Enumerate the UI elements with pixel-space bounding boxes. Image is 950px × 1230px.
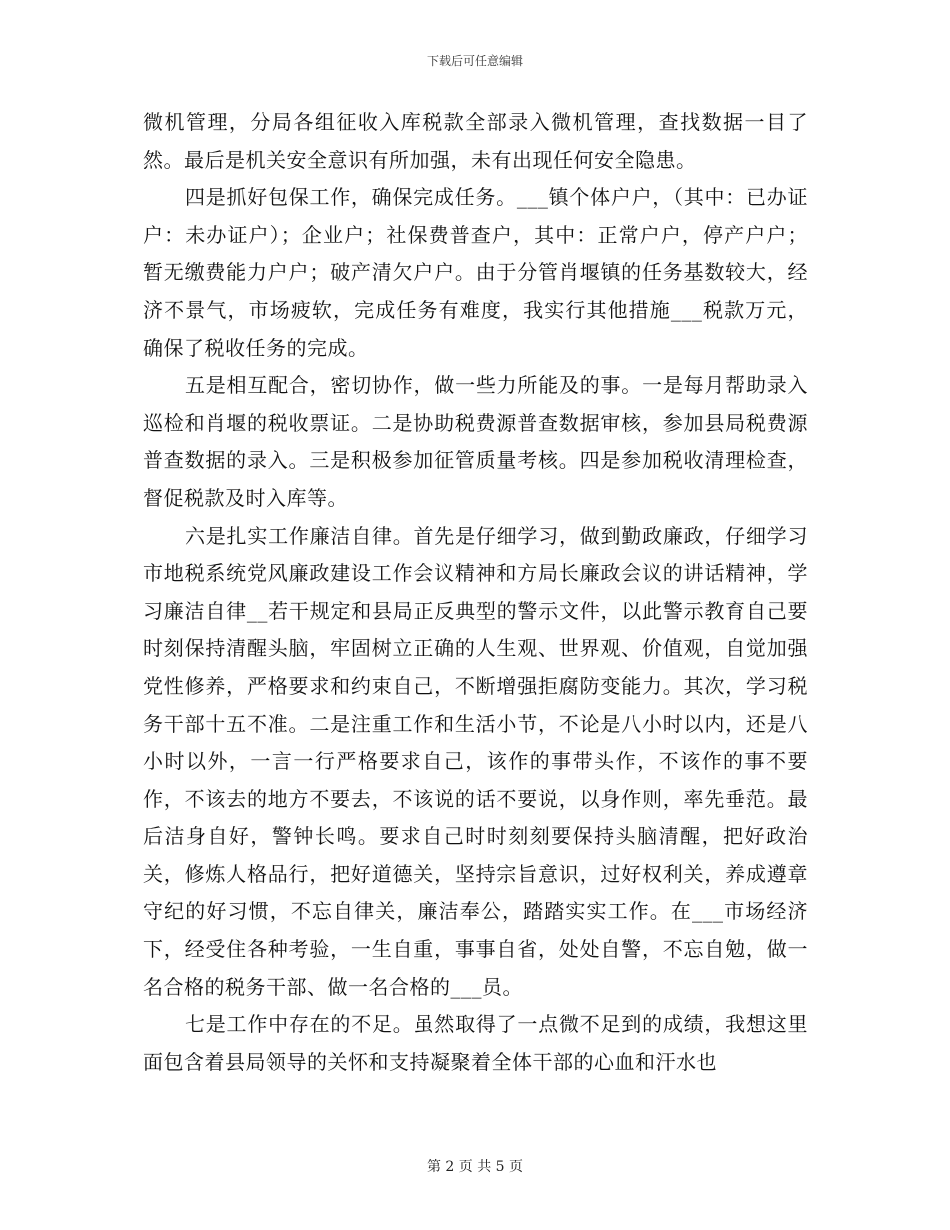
document-body	[143, 104, 808, 1081]
paragraph-item-five: 五是相互配合，密切协作，做一些力所能及的事。一是每月帮助录入巡检和肖堰的税收票证。二是协助税费源普查数据审核，参加县局税费源普查数据的录入。三是积极参加征管质量考核。四是参加税收清理检查，督促税款及时入库等。	[143, 373, 808, 510]
page-header: 下载后可任意编辑	[426, 54, 523, 68]
paragraph-continuation: 微机管理，分局各组征收入库税款全部录入微机管理，查找数据一目了然。最后是机关安全意识有所加强，未有出现任何安全隐患。	[143, 110, 808, 172]
page-number-footer: 第 2 页 共 5 页	[426, 1159, 524, 1175]
paragraph-item-seven: 七是工作中存在的不足。虽然取得了一点微不足到的成绩，我想这里面包含着县局领导的关怀和支持凝聚着全体干部的心血和汗水也	[143, 1012, 808, 1074]
paragraph-item-six: 六是扎实工作廉洁自律。首先是仔细学习，做到勤政廉政，仔细学习市地税系统党风廉政建设工作会议精神和方局长廉政会议的讲话精神，学习廉洁自律__若干规定和县局正反典型的警示文件，以此警示教育自己要时刻保持清醒头脑，牢固树立正确的人生观、世界观、价值观，自觉加强党性修养，严格要求和约束自己，不断增强拒腐防变能力。其次，学习税务干部十五不准。二是注重工作和生活小节，不论是八小时以内，还是八小时以外，一言一行严格要求自己，该作的事带头作，不该作的事不要作，不该去的地方不要去，不该说的话不要说，以身作则，率先垂范。最后洁身自好，警钟长鸣。要求自己时时刻刻要保持头脑清醒，把好政治关，修炼人格品行，把好道德关，坚持宗旨意识，过好权利关，养成遵章守纪的好习惯，不忘自律关，廉洁奉公，踏踏实实工作。在___市场经济下，经受住各种考验，一生自重，事事自省，处处自警，不忘自勉，做一名合格的税务干部、做一名合格的___员。	[143, 523, 808, 999]
paragraph-item-four: 四是抓好包保工作，确保完成任务。___镇个体户户，（其中：已办证户：未办证户）；企业户；社保费普查户，其中：正常户户，停产户户；暂无缴费能力户户；破产清欠户户。由于分管肖堰镇的任务基数较大，经济不景气，市场疲软，完成任务有难度，我实行其他措施___税款万元，确保了税收任务的完成。	[143, 185, 808, 360]
